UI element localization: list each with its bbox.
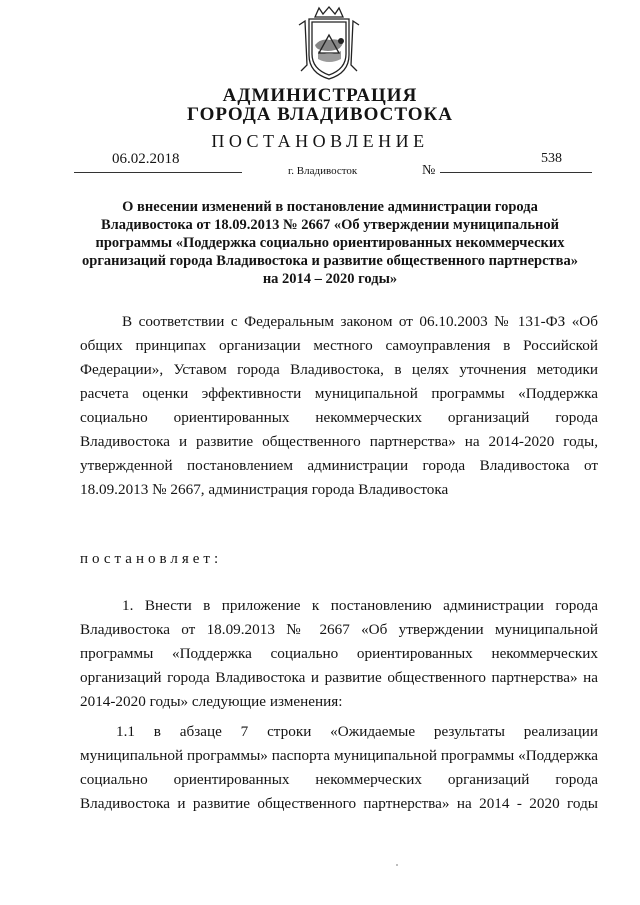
item-1-1-line: Владивостока и развитие общественного партнерства» на 2014 - 2020 годы: [80, 795, 598, 812]
document-number: 538: [541, 151, 562, 166]
item-1-1-line: социально ориентированных некоммерческих организаций города: [80, 771, 598, 788]
item-1-1-paragraph: [80, 720, 598, 816]
item-1-1-line: муниципальной программы» паспорта муниципальной программы «Поддержка: [80, 747, 598, 764]
coat-of-arms-emblem: [295, 5, 363, 83]
preamble-paragraph: [80, 310, 598, 502]
preamble-line: расчета оценки эффективности муниципальной программы «Поддержка: [80, 385, 598, 402]
preamble-line: В соответствии с Федеральным законом от 06.10.2003 № 131-ФЗ «Об: [122, 313, 598, 330]
item-1-line: организаций города Владивостока и развитие общественного партнерства» на: [80, 669, 598, 686]
preamble-line: утвержденной постановлением администрации города Владивостока от: [80, 457, 598, 474]
item-1-1-line: 1.1 в абзаце 7 строки «Ожидаемые результаты реализации: [116, 723, 598, 740]
item-1-paragraph: [80, 594, 598, 714]
subject-line: программы «Поддержка социально ориентированных некоммерческих: [95, 235, 565, 251]
subject-line: Владивостока от 18.09.2013 № 2667 «Об утверждении муниципальной: [101, 217, 559, 233]
item-1-line: 1. Внести в приложение к постановлению администрации города: [122, 597, 598, 614]
document-type: ПОСТАНОВЛЕНИЕ: [211, 131, 429, 151]
scan-speck: [396, 864, 398, 866]
preamble-line: Федерации», Уставом города Владивостока, в целях уточнения методики: [80, 361, 598, 378]
preamble-line: 18.09.2013 № 2667, администрация города Владивостока: [80, 481, 449, 498]
document-date: 06.02.2018: [112, 151, 180, 167]
preamble-line: общих принципах организации местного самоуправления в Российской: [80, 337, 598, 354]
date-underline: [74, 172, 242, 173]
number-underline: [440, 172, 592, 173]
preamble-line: Владивостока и развитие общественного партнерства» на 2014-2020 годы,: [80, 433, 598, 450]
org-name-line1: АДМИНИСТРАЦИЯ: [222, 85, 418, 106]
item-1-line: 2014-2020 годы» следующие изменения:: [80, 693, 343, 710]
subject-line: на 2014 – 2020 годы»: [262, 271, 398, 287]
item-1-line: программы «Поддержка социально ориентированных некоммерческих: [80, 645, 598, 662]
number-sign: №: [422, 163, 436, 178]
document-city: г. Владивосток: [288, 165, 358, 177]
document-subject: [60, 198, 600, 288]
item-1-line: Владивостока от 18.09.2013 № 2667 «Об утверждении муниципальной: [80, 621, 598, 638]
org-name-line2: ГОРОДА ВЛАДИВОСТОКА: [186, 104, 454, 125]
decree-word: постановляет:: [80, 551, 223, 567]
subject-line: О внесении изменений в постановление администрации города: [122, 199, 538, 215]
subject-line: организаций города Владивостока и развитие общественного партнерства»: [82, 253, 578, 269]
preamble-line: социально ориентированных некоммерческих организаций города: [80, 409, 598, 426]
